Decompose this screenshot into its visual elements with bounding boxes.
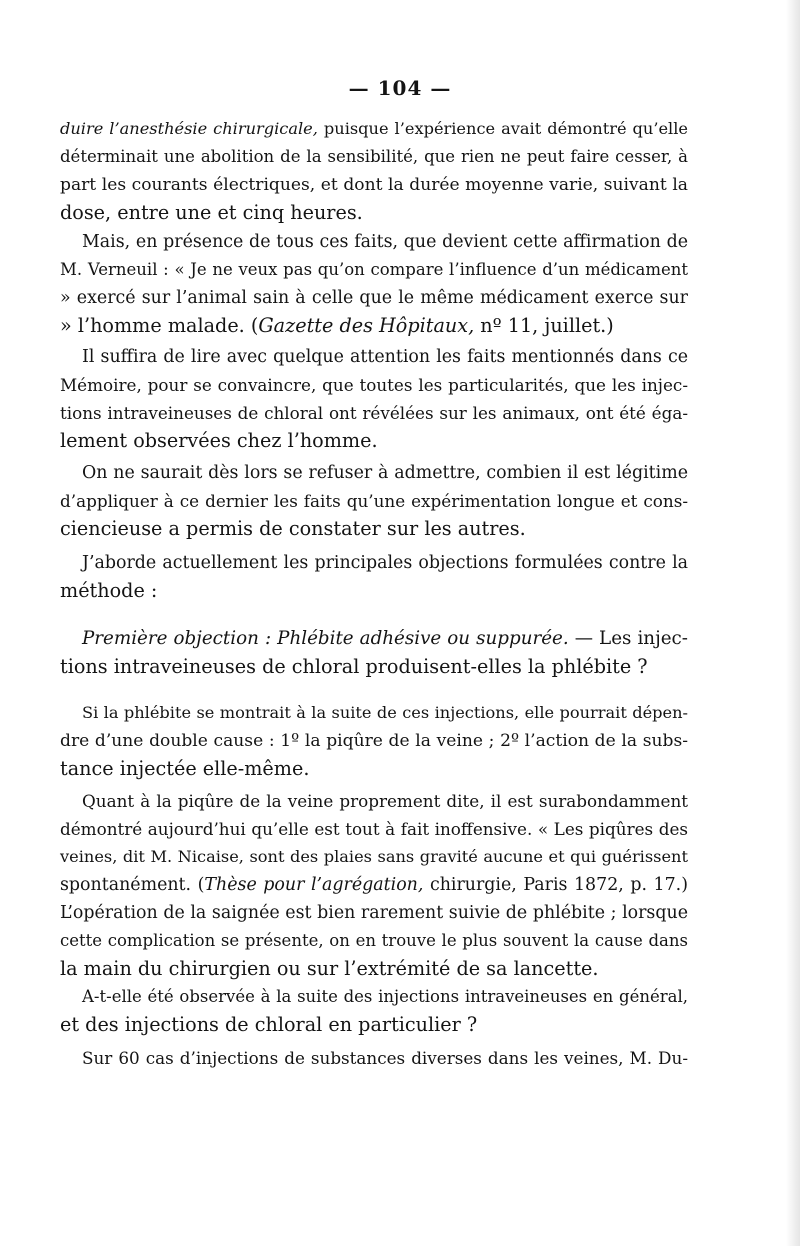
text-segment: On ne saurait dès lors se refuser à admettre, combien il est légitime [82,463,688,483]
text-segment: Quant à la piqûre de la veine proprement dite, il est surabondamment [82,791,688,811]
paragraph [60,115,688,227]
text-segment: chirurgie, Paris 1872, p. 17.) [423,875,688,895]
text-segment: » exercé sur l’animal sain à celle que le même médicament exerce sur [60,288,688,308]
text-segment: » l’homme malade. ( [60,314,259,337]
italic-text: duire l’anesthésie chirurgicale, [60,119,318,138]
text-line [60,399,688,427]
text-segment: — Les injec- [568,628,688,649]
text-line [60,787,688,815]
paragraph [60,699,688,783]
text-line [60,755,688,783]
text-segment: Sur 60 cas d’injections de substances diverses dans les veines, M. Du- [82,1048,688,1068]
text-segment: Si la phlébite se montrait à la suite de ces injections, elle pourrait dépen- [82,703,688,722]
text-line [60,983,688,1011]
paragraph [60,459,688,543]
text-segment: cette complication se présente, on en trouve le plus souvent la cause dans [60,931,688,950]
text-line [60,256,688,284]
text-segment: d’appliquer à ce dernier les faits qu’une expérimentation longue et cons- [60,491,688,511]
text-line [60,515,688,543]
text-segment: J’aborde actuellement les principales objections formulées contre la [82,553,688,573]
text-segment: tions intraveineuses de chloral ont révélées sur les animaux, ont été éga- [60,403,688,423]
text-segment: spontanément. ( [60,875,205,895]
text-line [60,371,688,399]
text-segment: dose, entre une et cinq heures. [60,201,363,224]
paragraph [60,549,688,605]
text-line [60,343,688,371]
text-line [60,955,688,983]
text-line [60,487,688,515]
text-line [60,549,688,577]
page-number: — 104 — [348,76,452,100]
text-segment: part les courants électriques, et dont la durée moyenne varie, suivant la [60,175,688,195]
text-line [60,815,688,843]
text-segment: L’opération de la saignée est bien rarement suivie de phlébite ; lorsque [60,903,688,923]
text-line [60,199,688,227]
text-segment: dre d’une double cause : 1º la piqûre de la veine ; 2º l’action de la subs- [60,731,688,751]
text-segment: tance injectée elle-même. [60,757,310,780]
text-line [60,843,688,871]
text-line [60,1011,688,1039]
text-segment: nº 11, juillet.) [474,314,614,337]
paragraph [60,228,688,340]
text-line [60,115,688,143]
text-line [60,625,688,653]
italic-text: Gazette des Hôpitaux, [258,314,475,337]
text-segment: Il suffira de lire avec quelque attention les faits mentionnés dans ce [82,347,688,367]
text-line [60,1044,688,1072]
text-segment: méthode : [60,579,158,602]
text-segment: ciencieuse a permis de constater sur les autres. [60,517,526,540]
text-line [60,427,688,455]
text-segment: et des injections de chloral en particulier ? [60,1013,478,1036]
text-segment: tions intraveineuses de chloral produisent-elles la phlébite ? [60,655,648,678]
paragraph [60,1044,688,1072]
text-line [60,459,688,487]
text-segment: la main du chirurgien ou sur l’extrémité de sa lancette. [60,957,599,980]
text-line [60,699,688,727]
page-edge-shadow [786,0,800,1246]
text-segment: lement observées chez l’homme. [60,429,378,452]
paragraph [60,983,688,1039]
text-line [60,899,688,927]
text-segment: Mais, en présence de tous ces faits, que devient cette affirmation de [82,232,688,252]
text-segment: démontré aujourd’hui qu’elle est tout à fait inoffensive. « Les piqûres des [60,819,688,839]
paragraph [60,343,688,455]
text-segment: Mémoire, pour se convaincre, que toutes les particularités, que les injec- [60,375,688,395]
text-line [60,312,688,340]
text-segment: déterminait une abolition de la sensibilité, que rien ne peut faire cesser, à [60,147,688,166]
text-line [60,577,688,605]
text-segment: A-t-elle été observée à la suite des injections intraveineuses en général, [82,987,688,1006]
text-line [60,171,688,199]
text-line [60,871,688,899]
paragraph [60,787,688,983]
text-line [60,727,688,755]
italic-text: Thèse pour l’agrégation, [204,875,424,895]
text-line [60,927,688,955]
text-segment: puisque l’expérience avait démontré qu’elle [317,119,688,138]
italic-text: Première objection : Phlébite adhésive ou suppurée. [82,628,569,649]
text-line [60,143,688,171]
text-line [60,284,688,312]
text-line [60,228,688,256]
text-segment: veines, dit M. Nicaise, sont des plaies sans gravité aucune et qui guérissent [60,847,688,866]
paragraph [60,625,688,681]
text-segment: M. Verneuil : « Je ne veux pas qu’on compare l’influence d’un médicament [60,260,688,279]
text-line [60,653,688,681]
